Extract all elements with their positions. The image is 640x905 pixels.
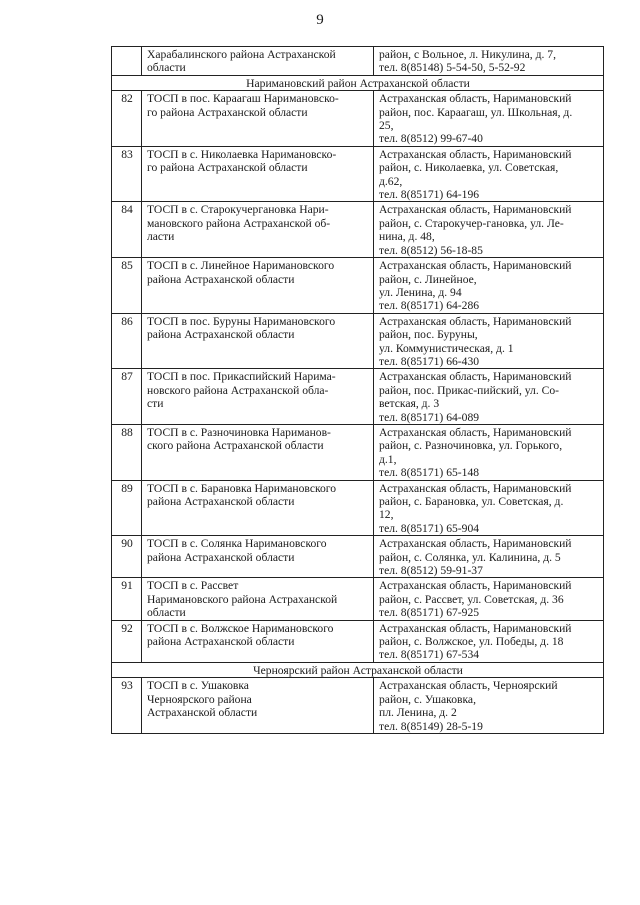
row-number: 89 <box>112 480 142 536</box>
office-name-line: района Астраханской области <box>147 635 295 649</box>
office-name-line: ТОСП в с. Николаевка Наримановско- <box>147 147 337 161</box>
office-name-line: мановского района Астраханской об- <box>147 216 331 230</box>
office-name-line: Наримановского района Астраханской <box>147 592 338 606</box>
section-title: Черноярский район Астраханской области <box>112 662 604 677</box>
office-name-line: района Астраханской области <box>147 495 295 508</box>
address-line: Астраханская область, Черноярский <box>379 679 558 693</box>
address-line: Астраханская область, Наримановский <box>379 621 572 635</box>
office-name-line: района Астраханской области <box>147 550 295 564</box>
office-name-cell <box>142 480 374 536</box>
row-number: 84 <box>112 202 142 258</box>
office-name-line: Черноярского района <box>147 692 252 706</box>
registry-table-body <box>112 47 604 734</box>
row-number <box>112 47 142 76</box>
address-line: тел. 8(85149) 28-5-19 <box>379 719 483 733</box>
office-name-line: района Астраханской области <box>147 272 295 286</box>
address-cell <box>374 369 604 425</box>
office-name-cell <box>142 620 374 662</box>
address-cell <box>374 91 604 147</box>
office-name-line: го района Астраханской области <box>147 161 308 175</box>
address-line: д.1, <box>379 452 397 466</box>
address-line: район, с. Ушаковка, <box>379 692 476 706</box>
office-name-line: ТОСП в с. Волжское Наримановского <box>147 621 334 635</box>
address-line: Астраханская область, Наримановский <box>379 537 572 551</box>
row-number: 91 <box>112 578 142 620</box>
address-line: тел. 8(85171) 65-904 <box>379 521 480 535</box>
address-line: тел. 8(85171) 65-148 <box>379 466 480 480</box>
office-name-cell <box>142 678 374 734</box>
address-line: тел. 8(85171) 64-089 <box>379 410 480 424</box>
row-number: 82 <box>112 91 142 147</box>
address-line: тел. 8(8512) 99-67-40 <box>379 132 483 146</box>
address-line: Астраханская область, Наримановский <box>379 92 572 106</box>
office-name-line: области <box>147 61 186 75</box>
registry-table <box>111 46 604 734</box>
address-line: тел. 8(85171) 67-925 <box>379 606 480 620</box>
address-cell <box>374 678 604 734</box>
office-name-cell <box>142 47 374 76</box>
address-line: ул. Ленина, д. 94 <box>379 285 462 299</box>
table-row <box>112 578 604 620</box>
table-row <box>112 91 604 147</box>
address-cell <box>374 313 604 369</box>
page-number: 9 <box>316 12 324 28</box>
address-line: тел. 8(8512) 56-18-85 <box>379 243 483 257</box>
office-name-line: ласти <box>147 230 175 244</box>
address-line: д.62, <box>379 174 403 188</box>
office-name-cell <box>142 91 374 147</box>
address-line: район, с. Разночиновка, ул. Горького, <box>379 439 563 453</box>
office-name-cell <box>142 146 374 202</box>
table-row <box>112 620 604 662</box>
address-line: Астраханская область, Наримановский <box>379 481 572 495</box>
office-name-cell <box>142 258 374 314</box>
office-name-cell <box>142 424 374 480</box>
office-name-cell <box>142 536 374 578</box>
office-name-line: ского района Астраханской области <box>147 439 324 453</box>
address-line: район, с. Волжское, ул. Победы, д. 18 <box>379 635 564 649</box>
row-number: 83 <box>112 146 142 202</box>
row-number: 92 <box>112 620 142 662</box>
address-line: 25, <box>379 119 394 133</box>
office-name-line: Харабалинского района Астраханской <box>147 48 336 61</box>
address-line: Астраханская область, Наримановский <box>379 425 572 439</box>
office-name-cell <box>142 202 374 258</box>
office-name-line: ТОСП в с. Разночиновка Нариманов- <box>147 425 331 439</box>
office-name-line: ТОСП в с. Ушаковка <box>147 679 249 693</box>
address-line: тел. 8(85171) 64-286 <box>379 299 480 313</box>
address-line: Астраханская область, Наримановский <box>379 259 572 273</box>
address-line: тел. 8(85171) 67-534 <box>379 648 480 662</box>
address-line: район, с. Старокучер-гановка, ул. Ле- <box>379 216 564 230</box>
row-number: 86 <box>112 313 142 369</box>
address-line: район, пос. Буруны, <box>379 328 478 342</box>
office-name-line: новского района Астраханской обла- <box>147 383 329 397</box>
office-name-line: Астраханской области <box>147 706 258 720</box>
address-cell <box>374 47 604 76</box>
address-line: район, пос. Прикас-пийский, ул. Со- <box>379 383 560 397</box>
office-name-line: сти <box>147 397 164 411</box>
office-name-line: ТОСП в пос. Прикаспийский Нарима- <box>147 370 336 384</box>
table-row <box>112 258 604 314</box>
table-row <box>112 313 604 369</box>
office-name-line: го района Астраханской области <box>147 105 308 119</box>
row-number: 90 <box>112 536 142 578</box>
office-name-cell <box>142 578 374 620</box>
table-row <box>112 202 604 258</box>
address-cell <box>374 620 604 662</box>
table-row <box>112 678 604 734</box>
row-number: 85 <box>112 258 142 314</box>
address-line: тел. 8(8512) 59-91-37 <box>379 564 483 578</box>
address-line: ветская, д. 3 <box>379 397 440 411</box>
address-cell <box>374 480 604 536</box>
table-row <box>112 536 604 578</box>
office-name-cell <box>142 369 374 425</box>
address-line: тел. 8(85148) 5-54-50, 5-52-92 <box>379 61 526 75</box>
address-cell <box>374 578 604 620</box>
row-number: 93 <box>112 678 142 734</box>
address-line: район, пос. Караагаш, ул. Школьная, д. <box>379 105 573 119</box>
address-line: пл. Ленина, д. 2 <box>379 706 457 720</box>
address-line: Астраханская область, Наримановский <box>379 203 572 217</box>
address-cell <box>374 202 604 258</box>
section-title: Наримановский район Астраханской области <box>112 75 604 90</box>
office-name-line: ТОСП в с. Линейное Наримановского <box>147 259 335 273</box>
row-number: 88 <box>112 424 142 480</box>
office-name-line: района Астраханской области <box>147 328 295 342</box>
section-header-row <box>112 75 604 90</box>
address-cell <box>374 536 604 578</box>
office-name-line: ТОСП в с. Старокучергановка Нари- <box>147 203 329 217</box>
address-line: Астраханская область, Наримановский <box>379 147 572 161</box>
office-name-line: ТОСП в с. Солянка Наримановского <box>147 537 327 551</box>
address-line: Астраханская область, Наримановский <box>379 370 572 384</box>
address-line: Астраханская область, Наримановский <box>379 314 572 328</box>
table-row <box>112 47 604 76</box>
table-row <box>112 480 604 536</box>
address-cell <box>374 258 604 314</box>
address-line: район, с. Солянка, ул. Калинина, д. 5 <box>379 550 561 564</box>
address-line: 12, <box>379 508 394 522</box>
row-number: 87 <box>112 369 142 425</box>
address-line: район, с. Линейное, <box>379 272 477 286</box>
office-name-cell <box>142 313 374 369</box>
address-line: тел. 8(85171) 64-196 <box>379 188 480 202</box>
address-line: ул. Коммунистическая, д. 1 <box>379 341 514 355</box>
address-line: район, с. Рассвет, ул. Советская, д. 36 <box>379 592 564 606</box>
office-name-line: ТОСП в пос. Караагаш Наримановско- <box>147 92 339 106</box>
address-line: район, с. Барановка, ул. Советская, д. <box>379 495 564 508</box>
section-header-row <box>112 662 604 677</box>
office-name-line: ТОСП в с. Рассвет <box>147 579 239 593</box>
address-cell <box>374 424 604 480</box>
address-line: нина, д. 48, <box>379 230 435 244</box>
office-name-line: ТОСП в пос. Буруны Наримановского <box>147 314 336 328</box>
table-row <box>112 424 604 480</box>
address-line: Астраханская область, Наримановский <box>379 579 572 593</box>
address-line: тел. 8(85171) 66-430 <box>379 354 480 368</box>
address-line: район, с. Николаевка, ул. Советская, <box>379 161 559 175</box>
address-cell <box>374 146 604 202</box>
table-row <box>112 146 604 202</box>
table-row <box>112 369 604 425</box>
office-name-line: области <box>147 606 186 620</box>
address-line: район, с Вольное, л. Никулина, д. 7, <box>379 48 556 61</box>
office-name-line: ТОСП в с. Барановка Наримановского <box>147 481 337 495</box>
